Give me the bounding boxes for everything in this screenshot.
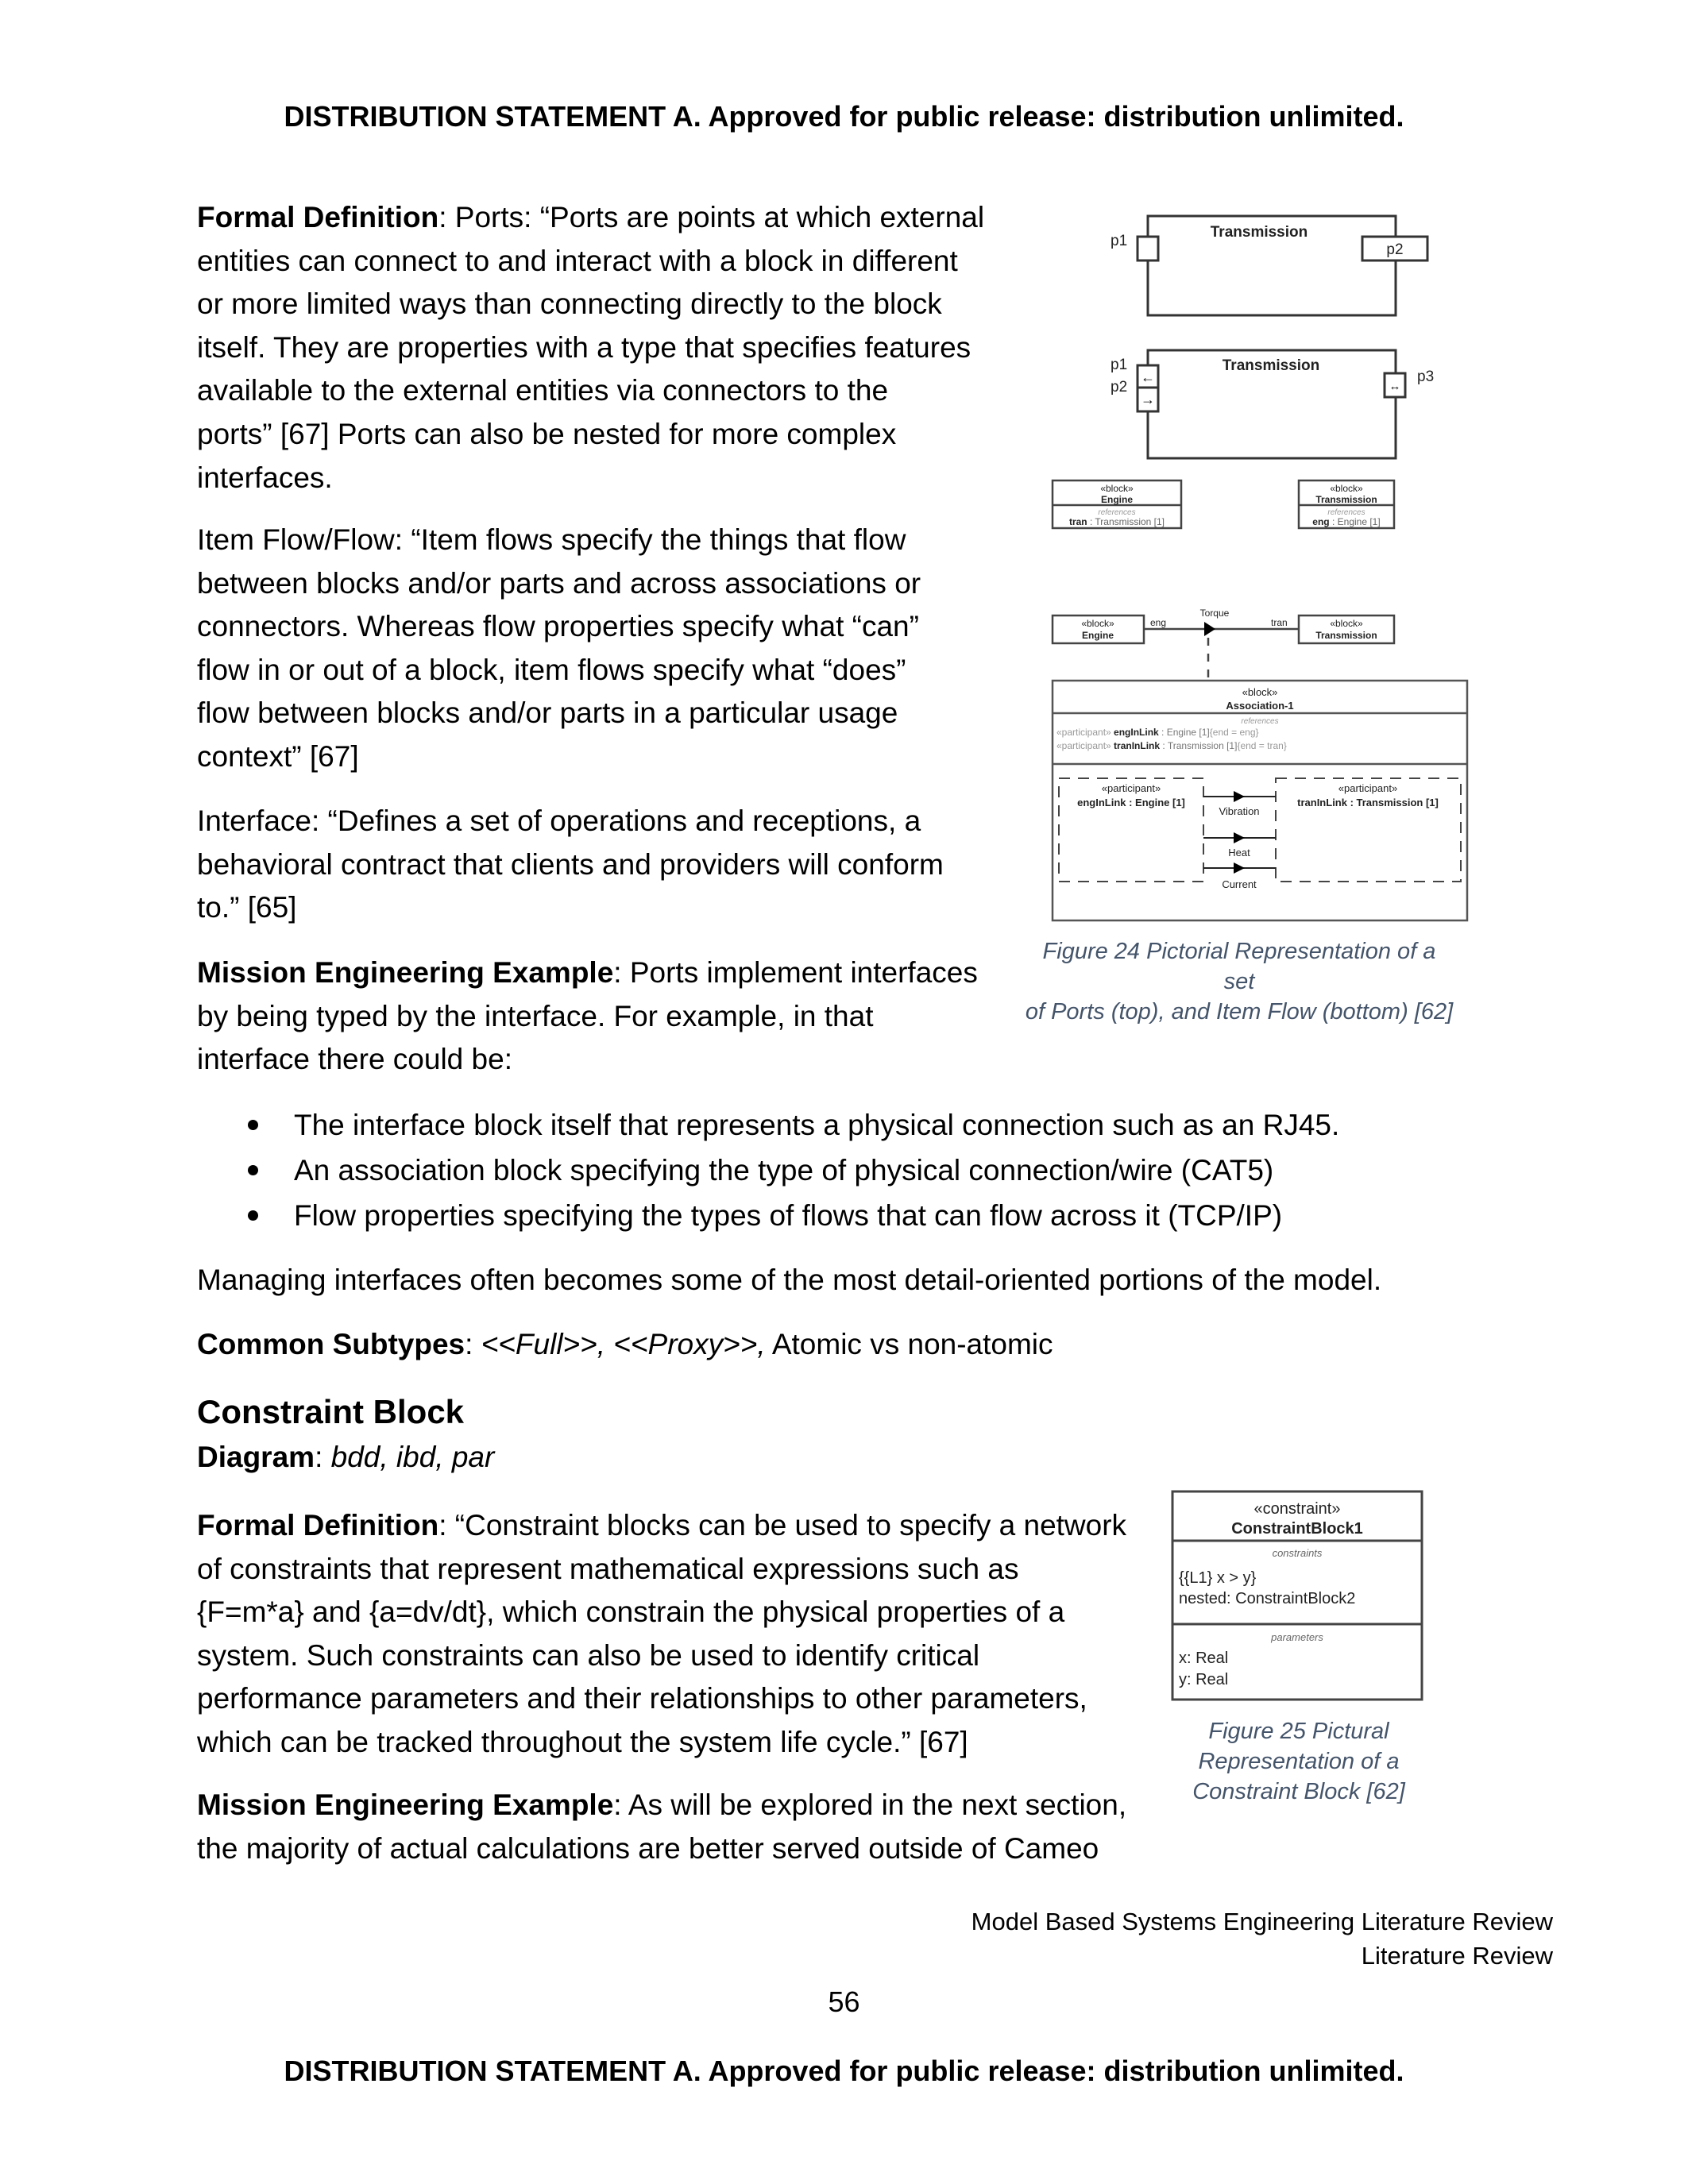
bullet-icon: [248, 1120, 258, 1130]
parameter-entry: x: Real: [1179, 1650, 1229, 1667]
ref-constraint: {end = eng}: [1209, 727, 1259, 738]
list-item: [238, 1194, 1339, 1240]
participant-ref: [1056, 727, 1259, 738]
stereotype: «block»: [1330, 483, 1363, 494]
block-name: Transmission: [1210, 224, 1308, 241]
ref-type: : Transmission [1]: [1087, 516, 1165, 527]
ports-mission-example: [197, 951, 978, 1082]
page-number: 56: [828, 1985, 860, 2018]
text-line: : As will be explored in the next section,: [613, 1788, 1127, 1821]
list-item-text: Flow properties specifying the types of flows that can flow across it (TCP/IP): [294, 1199, 1283, 1232]
text-line: Interface: “Defines a set of operations and receptions, a: [197, 805, 921, 837]
port-p1-box: [1138, 237, 1158, 260]
running-footer: [971, 1904, 1553, 1973]
text-line: itself. They are properties with a type that specifies features: [197, 330, 971, 364]
participant-label: tranInLink : Transmission [1]: [1297, 797, 1439, 808]
figure-25-diagram: [1168, 1485, 1430, 1707]
text-line: system. Such constraints can also be used to identify critical: [197, 1638, 980, 1672]
text-line: context” [67]: [197, 739, 359, 773]
running-title-line: Literature Review: [1361, 1942, 1553, 1970]
figure-24-caption: [1025, 936, 1454, 1027]
compartment-label: constraints: [1272, 1547, 1323, 1559]
formal-definition-label: Formal Definition: [197, 1509, 439, 1542]
port-label: p1: [1111, 357, 1128, 373]
block-name: Transmission: [1315, 630, 1377, 641]
caption-line: Constraint Block [62]: [1192, 1779, 1405, 1804]
flow-arrow-icon: [1234, 791, 1245, 802]
list-item: [238, 1149, 1339, 1194]
separator: :: [465, 1328, 481, 1360]
ref-name: tran: [1068, 516, 1087, 527]
text-line: behavioral contract that clients and providers will conform: [197, 847, 944, 881]
ref-stereo: «participant»: [1056, 740, 1114, 751]
ref-type: : Engine [1]: [1329, 516, 1381, 527]
list-item: [238, 1104, 1339, 1149]
ref-constraint: {end = tran}: [1237, 740, 1287, 751]
text-line: or more limited ways than connecting directly to the block: [197, 287, 942, 321]
diagram-value: bdd, ibd, par: [330, 1441, 495, 1473]
ref-type: : Transmission [1]: [1160, 740, 1238, 751]
block-name: Association-1: [1226, 700, 1294, 712]
stereotype: «block»: [1330, 618, 1363, 629]
item-flow-definition: [197, 519, 921, 779]
text-line: interface there could be:: [197, 1043, 512, 1076]
common-subtypes-label: Common Subtypes: [197, 1328, 465, 1360]
caption-line: Figure 24 Pictorial Representation of a set: [1042, 939, 1436, 994]
flow-arrow-icon: [1204, 622, 1215, 636]
mission-example-label: Mission Engineering Example: [197, 956, 614, 989]
text-line: of constraints that represent mathematical expressions such as: [197, 1552, 1019, 1585]
block-name: Transmission: [1315, 494, 1377, 505]
bullet-icon: [248, 1165, 258, 1175]
text-line: available to the external entities via connectors to the: [197, 374, 889, 407]
common-subtypes: [197, 1323, 1053, 1367]
list-item-text: An association block specifying the type of physical connection/wire (CAT5): [294, 1154, 1274, 1187]
text-line: interfaces.: [197, 461, 333, 494]
text-line: entities can connect to and interact with a block in different: [197, 244, 958, 277]
text-line: : Ports implement interfaces: [613, 956, 978, 989]
diagram-label: Diagram: [197, 1441, 315, 1473]
constraint-formal-definition: [197, 1504, 1126, 1765]
compartment-label: references: [1327, 508, 1365, 517]
interface-definition: [197, 800, 944, 930]
stereotype: «block»: [1242, 686, 1278, 698]
ref-name: tranInLink: [1114, 740, 1161, 751]
caption-line: Representation of a: [1198, 1749, 1400, 1774]
port-label: p3: [1417, 369, 1435, 385]
stereotype: «block»: [1100, 483, 1134, 494]
subtypes-rest: Atomic vs non-atomic: [765, 1328, 1053, 1360]
stereotype: «participant»: [1101, 782, 1161, 794]
arrow-left-icon: ←: [1141, 369, 1155, 385]
flow-label: Vibration: [1219, 805, 1260, 817]
block-name: Engine: [1100, 494, 1134, 505]
text-line: : Ports: “Ports are points at which external: [438, 201, 985, 233]
constraint-entry: nested: ConstraintBlock2: [1179, 1590, 1356, 1607]
caption-line: of Ports (top), and Item Flow (bottom) [62]: [1025, 999, 1454, 1024]
text-line: Item Flow/Flow: “Item flows specify the things that flow: [197, 523, 906, 556]
flow-label: Heat: [1228, 847, 1250, 859]
text-line: : “Constraint blocks can be used to specify a network: [438, 1509, 1127, 1542]
ref-type: : Engine [1]: [1158, 727, 1210, 738]
interface-bullet-list: [238, 1104, 1339, 1240]
text-line: which can be tracked throughout the system life cycle.” [67]: [197, 1725, 968, 1758]
flow-label-torque: Torque: [1199, 608, 1230, 619]
flow-arrow-icon: [1234, 832, 1245, 843]
text-line: flow in or out of a block, item flows specify what “does”: [197, 653, 906, 686]
compartment-label: references: [1098, 508, 1136, 517]
constraint-diagram-types: [197, 1436, 494, 1480]
end-label-tran: tran: [1271, 617, 1288, 628]
distribution-statement-header: DISTRIBUTION STATEMENT A. Approved for public release: distribution unlimited.: [284, 100, 1404, 133]
participant-ref: [1056, 740, 1287, 751]
figure-24-diagram: [1025, 203, 1501, 933]
managing-interfaces-note: Managing interfaces often becomes some of the most detail-oriented portions of the model.: [197, 1264, 1382, 1296]
subtypes-italic: <<Full>>, <<Proxy>>,: [481, 1328, 766, 1360]
text-line: connectors. Whereas flow properties specify what “can”: [197, 610, 919, 643]
constraint-mission-example: [197, 1784, 1126, 1870]
flow-label: Current: [1222, 878, 1257, 890]
ports-formal-definition: [197, 196, 984, 500]
compartment-label: parameters: [1271, 1631, 1323, 1643]
reference-entry: [1312, 516, 1380, 527]
port-arrow-glyphs: [1141, 369, 1401, 407]
compartment-label: references: [1241, 717, 1279, 726]
text-line: ports” [67] Ports can also be nested for more complex: [197, 417, 897, 450]
stereotype: «constraint»: [1253, 1500, 1341, 1518]
block-name: Engine: [1081, 630, 1114, 641]
text-line: by being typed by the interface. For example, in that: [197, 999, 874, 1032]
constraint-entry: {{L1} x > y}: [1179, 1569, 1257, 1587]
stereotype: «block»: [1081, 618, 1114, 629]
port-label: p2: [1111, 379, 1128, 396]
caption-line: Figure 25 Pictural: [1208, 1719, 1389, 1744]
reference-entry: [1069, 516, 1165, 527]
block-name: ConstraintBlock1: [1231, 1520, 1363, 1538]
flow-arrow-icon: [1234, 862, 1245, 874]
stereotype: «participant»: [1338, 782, 1398, 794]
ref-name: eng: [1312, 516, 1330, 527]
ref-name: engInLink: [1114, 727, 1159, 738]
text-line: the majority of actual calculations are better served outside of Cameo: [197, 1831, 1099, 1865]
figure-25-caption: [1160, 1716, 1438, 1807]
text-line: between blocks and/or parts and across associations or: [197, 566, 921, 600]
arrow-right-icon: →: [1141, 392, 1155, 407]
bullet-icon: [248, 1210, 258, 1221]
ref-stereo: «participant»: [1056, 727, 1114, 738]
mission-example-label: Mission Engineering Example: [197, 1788, 614, 1821]
separator: :: [315, 1441, 331, 1473]
text-line: flow between blocks and/or parts in a particular usage: [197, 696, 898, 730]
section-heading-constraint-block: Constraint Block: [197, 1393, 465, 1430]
running-title-line: Model Based Systems Engineering Literature Review: [971, 1908, 1553, 1935]
parameter-entry: y: Real: [1179, 1671, 1229, 1688]
text-line: performance parameters and their relationships to other parameters,: [197, 1682, 1087, 1715]
list-item-text: The interface block itself that represents a physical connection such as an RJ45.: [294, 1109, 1340, 1141]
text-line: to.” [65]: [197, 891, 297, 924]
end-label-eng: eng: [1150, 617, 1167, 628]
arrow-left-right-icon: ↔: [1389, 380, 1401, 393]
text-line: {F=m*a} and {a=dv/dt}, which constrain the physical properties of a: [197, 1596, 1065, 1629]
block-name: Transmission: [1222, 357, 1320, 374]
formal-definition-label: Formal Definition: [197, 201, 439, 233]
port-label: p1: [1111, 233, 1128, 249]
port-label: p2: [1386, 241, 1404, 258]
participant-label: engInLink : Engine [1]: [1077, 797, 1185, 808]
distribution-statement-footer: DISTRIBUTION STATEMENT A. Approved for public release: distribution unlimited.: [284, 2055, 1404, 2087]
